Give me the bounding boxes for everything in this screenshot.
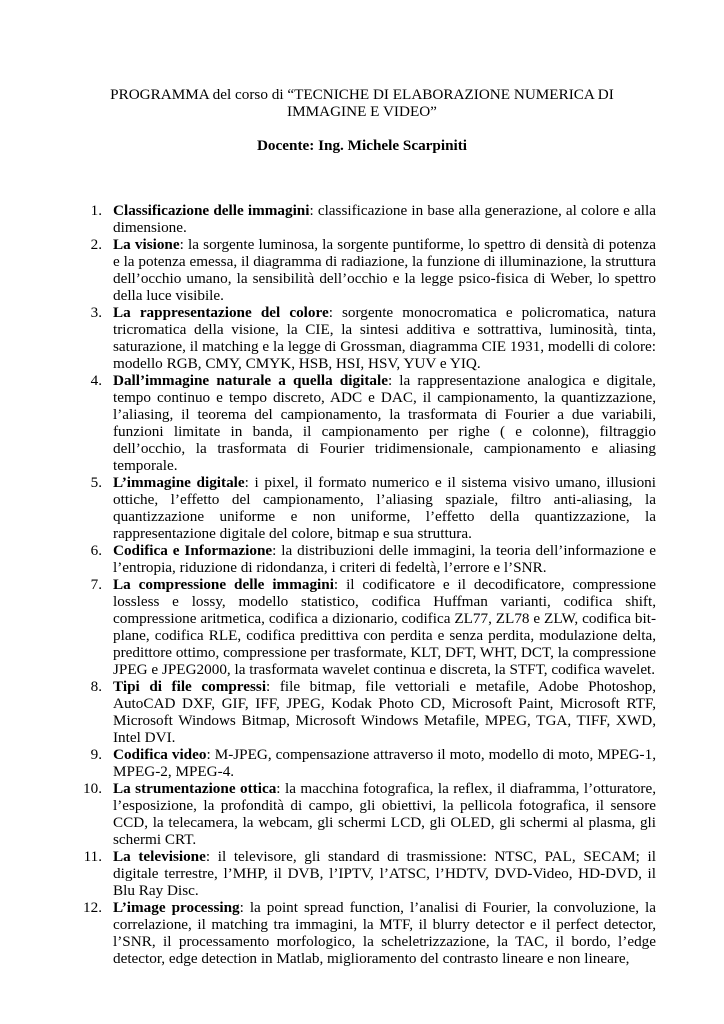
topic-item (70, 236, 656, 304)
topic-heading: Codifica e Informazione (113, 542, 273, 559)
topic-number: 4. (90, 372, 102, 389)
topic-description: : la sorgente luminosa, la sorgente puntiforme, lo spettro di densità di potenza e la potenza emessa, il diagramma di radiazione, la funzione di illuminazione, la struttura dell’occhio umano, la sensibilità dell’occhio e la legge psico-fisica di Weber, lo spettro della luce visibile. (113, 236, 656, 304)
topic-heading: La strumentazione ottica (113, 780, 277, 797)
topic-number: 9. (90, 746, 102, 763)
topic-item (70, 899, 656, 967)
topic-number: 5. (90, 474, 102, 491)
topic-heading: L’immagine digitale (113, 474, 245, 491)
topic-heading: La compressione delle immagini (113, 576, 334, 593)
topic-number: 3. (90, 304, 102, 321)
topic-number: 6. (90, 542, 102, 559)
topic-number: 10. (83, 780, 102, 797)
topic-description: : il codificatore e il decodificatore, compressione lossless e lossy, modello statistico, codifica Huffman varianti, codifica shift, compressione aritmetica, codifica a dizionario, codifica ZL77, ZL78 e ZLW, codifica bit-plane, codifica RLE, codifica predittiva con perdita e senza perdita, modulazione delta, predittore ottimo, compressione per trasformate, KLT, DFT, WHT, DCT, la compressione JPEG e JPEG2000, la trasformata wavelet continua e discreta, la STFT, codifica wavelet. (113, 576, 656, 678)
topic-item (70, 372, 656, 474)
topic-item (70, 746, 656, 780)
topic-heading: La televisione (113, 848, 206, 865)
topic-description: : il televisore, gli standard di trasmissione: NTSC, PAL, SECAM; il digitale terrestre, l’MHP, il DVB, l’IPTV, l’ATSC, l’HDTV, DVD-Video, HD-DVD, il Blu Ray Disc. (113, 848, 656, 899)
topic-description: : file bitmap, file vettoriali e metafile, Adobe Photoshop, AutoCAD DXF, GIF, IFF, JPEG, Kodak Photo CD, Microsoft Paint, Microsoft RTF, Microsoft Windows Bitmap, Microsoft Windows Metafile, MPEG, TGA, TIFF, XWD, Intel DVI. (113, 678, 657, 746)
topic-heading: Classificazione delle immagini (113, 202, 310, 219)
topic-item (70, 576, 656, 678)
topic-heading: La rappresentazione del colore (113, 304, 329, 321)
topic-number: 12. (83, 899, 102, 916)
topic-heading: Tipi di file compressi (113, 678, 267, 695)
topic-number: 11. (83, 848, 102, 865)
topic-heading: Dall’immagine naturale a quella digitale (113, 372, 388, 389)
document-title: PROGRAMMA del corso di “TECNICHE DI ELABORAZIONE NUMERICA DI IMMAGINE E VIDEO” (110, 86, 614, 120)
topic-heading: L’image processing (113, 899, 240, 916)
topic-item (70, 542, 656, 576)
topic-description: : classificazione in base alla generazione, al colore e alla dimensione. (113, 202, 656, 236)
topic-description: : la point spread function, l’analisi di Fourier, la convoluzione, la correlazione, il matching tra immagini, la MTF, il blurry detector e il perfect detector, l’SNR, il processamento morfologico, la scheletrizzazione, la TAC, il bordo, l’edge detector, edge detection in Matlab, miglioramento del contrasto lineare e non lineare, (113, 899, 656, 967)
topic-description: : i pixel, il formato numerico e il sistema visivo umano, illusioni ottiche, l’effetto del campionamento, l’aliasing spaziale, filtro anti-aliasing, la quantizzazione uniforme e non uniforme, l’effetto della quantizzazione, la rappresentazione digitale del colore, bitmap e sua struttura. (113, 474, 656, 542)
topic-number: 1. (90, 202, 102, 219)
topic-item (70, 202, 656, 236)
topic-description: : la rappresentazione analogica e digitale, tempo continuo e tempo discreto, ADC e DAC, il campionamento, la quantizzazione, l’aliasing, il teorema del campionamento, la trasformata di Fourier a due variabili, funzioni limitate in banda, il campionamento per righe ( e colonne), filtraggio dell’occhio, la trasformata di Fourier tridimensionale, campionamento e aliasing temporale. (113, 372, 656, 474)
topic-heading: La visione (113, 236, 180, 253)
topic-list (70, 202, 656, 967)
topic-number: 7. (90, 576, 102, 593)
topic-number: 8. (90, 678, 102, 695)
topic-item (70, 474, 656, 542)
topic-item (70, 304, 656, 372)
topic-description: : M-JPEG, compensazione attraverso il moto, modello di moto, MPEG-1, MPEG-2, MPEG-4. (113, 746, 656, 780)
topic-heading: Codifica video (113, 746, 207, 763)
topic-item (70, 780, 656, 848)
topic-item (70, 678, 656, 746)
topic-description: : la macchina fotografica, la reflex, il diaframma, l’otturatore, l’esposizione, la profondità di campo, gli obiettivi, la pellicola fotografica, il sensore CCD, la telecamera, la webcam, gli schermi LCD, gli OLED, gli schermi al plasma, gli schermi CRT. (113, 780, 657, 848)
topic-number: 2. (90, 236, 102, 253)
topic-description: : sorgente monocromatica e policromatica, natura tricromatica della visione, la CIE, la sintesi additiva e sottrattiva, luminosità, tinta, saturazione, il matching e la legge di Grossman, diagramma CIE 1931, modelli di colore: modello RGB, CMY, CMYK, HSB, HSI, HSV, YUV e YIQ. (113, 304, 656, 372)
teacher-name: Docente: Ing. Michele Scarpiniti (256, 137, 468, 154)
topic-item (70, 848, 656, 899)
topic-description: : la distribuzioni delle immagini, la teoria dell’informazione e l’entropia, riduzione di ridondanza, i criteri di fedeltà, l’errore e l’SNR. (113, 542, 656, 576)
